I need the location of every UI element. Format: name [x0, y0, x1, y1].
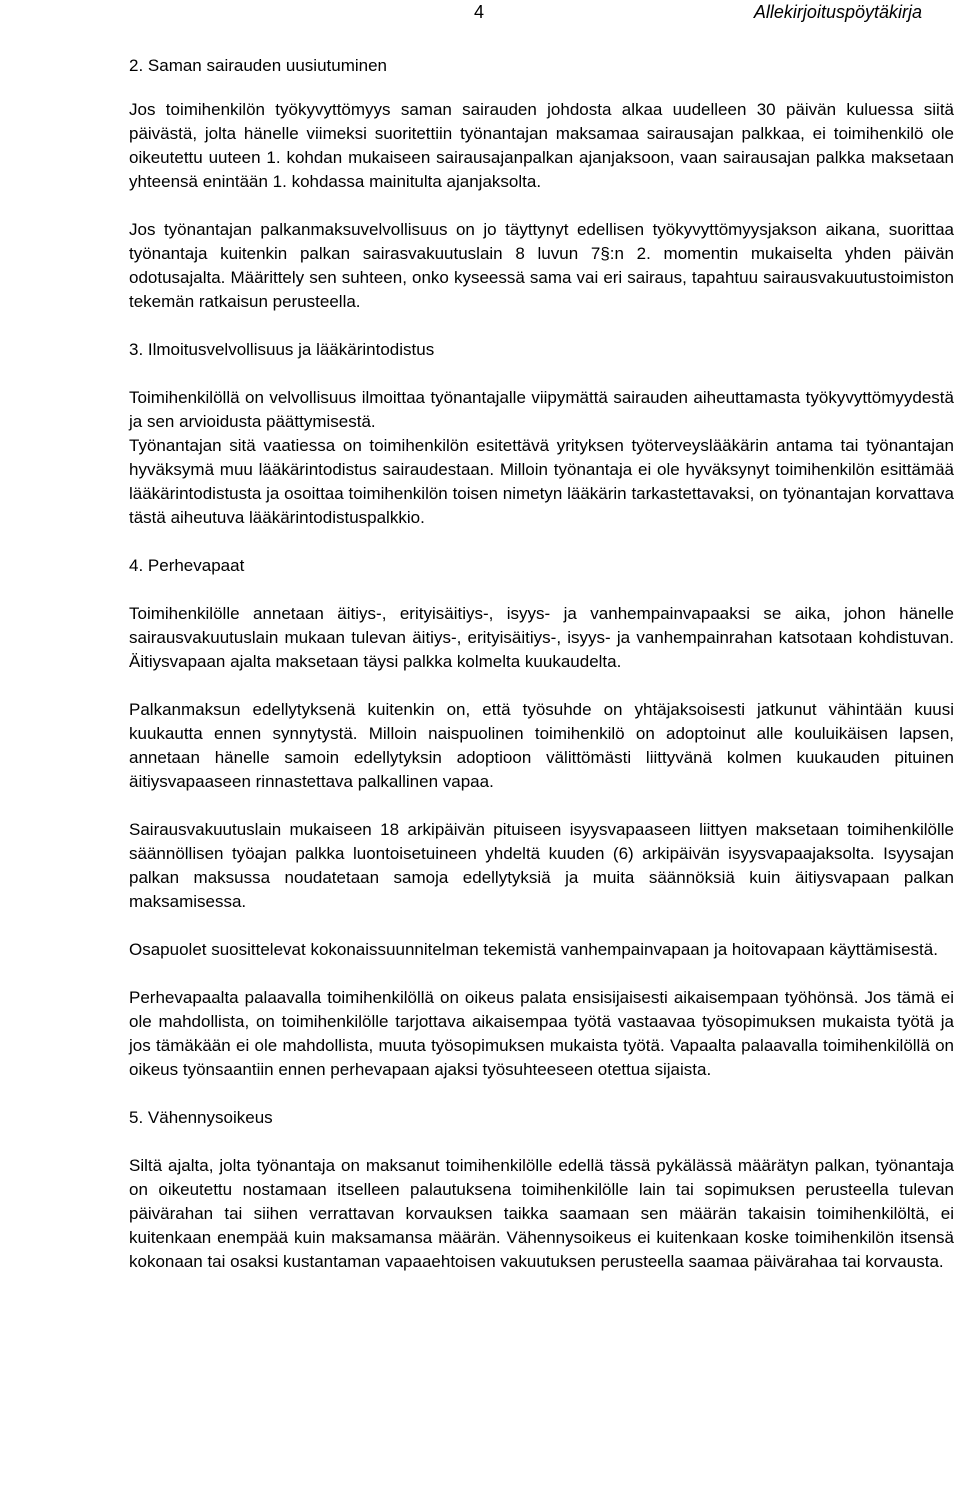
- section-4-paragraph-2: Palkanmaksun edellytyksenä kuitenkin on, että työsuhde on yhtäjaksoisesti jatkunut vähintään kuusi kuukautta ennen synnytystä. Milloin naispuolinen toimihenkilö on adoptoinut alle kouluikäisen lapsen, annetaan hänelle samoin edellytyksin adoptioon välittömästi liittyvänä kolmen kuukauden pituinen äitiysvapaaseen rinnastettava palkallinen vapaa.: [129, 700, 954, 791]
- section-4-paragraph-5: Perhevapaalta palaavalla toimihenkilöllä on oikeus palata ensisijaisesti aikaisempaan työhönsä. Jos tämä ei ole mahdollista, on toimihenkilölle tarjottava aikaisempaa työtä vastaavaa työsopimuksen mukaista työtä ja jos tämäkään ei ole mahdollista, muuta työsopimuksen mukaista työtä. Vapaalta palaavalla toimihenkilöllä on oikeus työnsaantiin ennen perhevapaan ajaksi työsuhteeseen otettua sijaista.: [129, 988, 954, 1079]
- document-title: Allekirjoituspöytäkirja: [753, 2, 922, 22]
- section-4-paragraph-1: Toimihenkilölle annetaan äitiys-, erityisäitiys-, isyys- ja vanhempainvapaaksi se aika, johon hänelle sairausvakuutuslain mukaan tulevan äitiys-, erityisäitiys-, isyys- ja vanhempainrahan katsotaan kohdistuvan. Äitiysvapaan ajalta maksetaan täysi palkka kolmelta kuukaudelta.: [129, 604, 954, 671]
- page-number: 4: [474, 2, 485, 22]
- section-4-paragraph-4: Osapuolet suosittelevat kokonaissuunnitelman tekemistä vanhempainvapaan ja hoitovapaan käyttämisestä.: [129, 940, 938, 959]
- section-heading-4: 4. Perhevapaat: [129, 556, 245, 575]
- section-2-paragraph-1: Jos toimihenkilön työkyvyttömyys saman sairauden johdosta alkaa uudelleen 30 päivän kuluessa siitä päivästä, jolta hänelle viimeksi suoritettiin työnantajan maksamaa sairausajan palkkaa, ei toimihenkilö ole oikeutettu uuteen 1. kohdan mukaiseen sairausajanpalkan ajanjaksoon, vaan sairausajan palkka maksetaan yhteensä enintään 1. kohdassa mainitulta ajanjaksolta.: [129, 100, 954, 191]
- section-heading-2: 2. Saman sairauden uusiutuminen: [129, 56, 387, 75]
- section-4-paragraph-3: Sairausvakuutuslain mukaiseen 18 arkipäivän pituiseen isyysvapaaseen liittyen maksetaan toimihenkilölle säännöllisen työajan palkka luontoisetuineen yhdeltä kuuden (6) arkipäivän isyysvapaajaksolta. Isyysajan palkan maksussa noudatetaan samoja edellytyksiä ja muita säännöksiä kuin äitiysvapaan palkan maksamisessa.: [129, 820, 954, 911]
- section-heading-5: 5. Vähennysoikeus: [129, 1108, 273, 1127]
- section-3-paragraph-1: Toimihenkilöllä on velvollisuus ilmoittaa työnantajalle viipymättä sairauden aiheuttamasta työkyvyttömyydestä ja sen arvioidusta päättymisestä.: [129, 388, 954, 431]
- section-heading-3: 3. Ilmoitusvelvollisuus ja lääkärintodistus: [129, 340, 435, 359]
- section-3-paragraph-2: Työnantajan sitä vaatiessa on toimihenkilön esitettävä yrityksen työterveyslääkärin antama tai työnantajan hyväksymä muu lääkärintodistus sairaudestaan. Milloin työnantaja ei ole hyväksynyt toimihenkilön esittämää lääkärintodistusta ja osoittaa toimihenkilön toisen nimetyn lääkärin tarkastettavaksi, on työnantajan korvattava tästä aiheutuva lääkärintodistuspalkkio.: [129, 436, 954, 527]
- section-5-paragraph-1: Siltä ajalta, jolta työnantaja on maksanut toimihenkilölle edellä tässä pykälässä määrätyn palkan, työnantaja on oikeutettu nostamaan itselleen palautuksena toimihenkilölle lain tai sopimuksen perusteella tulevan päivärahan tai siihen verrattavan korvauksen taikka saamaan sen määrän takaisin toimihenkilöltä, ei kuitenkaan enempää kuin maksamansa määrän. Vähennysoikeus ei kuitenkaan koske toimihenkilön itsensä kokonaan tai osaksi kustantaman vapaaehtoisen vakuutuksen perusteella saamaa päivärahaa tai korvausta.: [129, 1156, 954, 1271]
- section-2-paragraph-2: Jos työnantajan palkanmaksuvelvollisuus on jo täyttynyt edellisen työkyvyttömyysjakson aikana, suorittaa työnantaja kuitenkin palkan sairasvakuutuslain 8 luvun 7§:n 2. momentin mukaiselta yhden päivän odotusajalta. Määrittely sen suhteen, onko kyseessä sama vai eri sairaus, tapahtuu sairausvakuutustoimiston tekemän ratkaisun perusteella.: [129, 220, 954, 311]
- page-header: [0, 2, 960, 30]
- document-body: [129, 54, 954, 1274]
